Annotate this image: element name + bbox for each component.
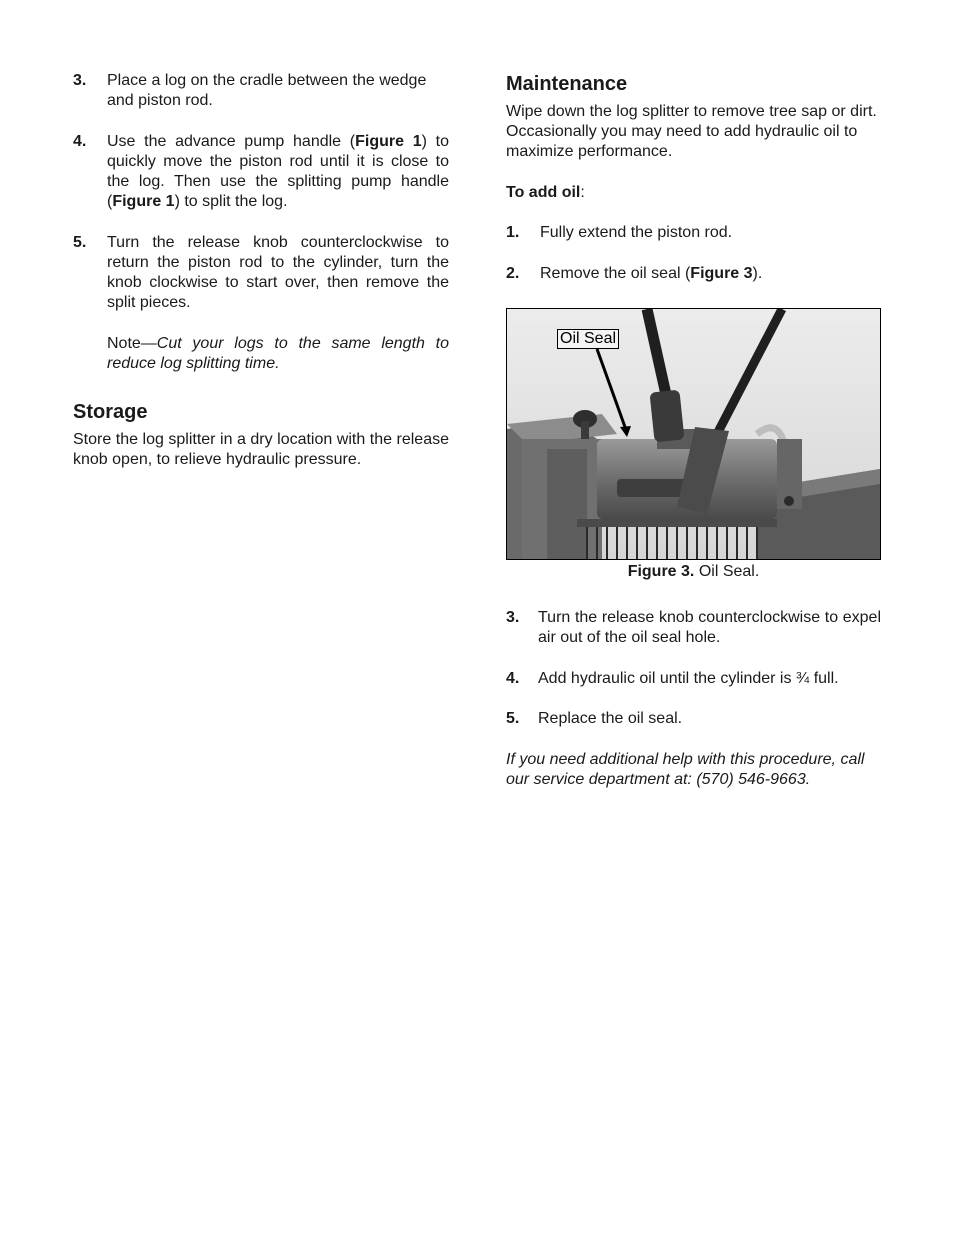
figure-3-photo (506, 308, 881, 560)
step-number: 5. (506, 710, 520, 727)
step-1-right (506, 223, 881, 243)
to-add-oil-label (506, 183, 881, 203)
step-text-part: ) to quickly move the piston rod until it is close to the log. Then use the splitting pump handle ( (107, 133, 450, 210)
note-text: Cut your logs to the same length to reduce log splitting time. (107, 335, 449, 372)
step-3-right (506, 608, 881, 648)
storage-heading: Storage (73, 401, 148, 423)
step-4-right (506, 669, 881, 689)
step-text: Fully extend the piston rod. (540, 224, 733, 241)
step-3-left (73, 71, 449, 111)
step-number: 5. (73, 234, 87, 251)
help-text: If you need additional help with this procedure, call our service department at: (570) 546-9663. (506, 751, 865, 788)
step-text: Turn the release knob counterclockwise to expel air out of the oil seal hole. (538, 609, 881, 646)
figure-reference: Figure 1 (112, 193, 175, 210)
step-text-part: Use the advance pump handle ( (107, 133, 356, 150)
step-number: 3. (73, 72, 87, 89)
step-text (107, 132, 449, 212)
step-text-part: ). (752, 265, 763, 282)
figure-reference: Figure 1 (355, 133, 422, 150)
maintenance-heading: Maintenance (506, 73, 628, 95)
step-number: 3. (506, 609, 520, 626)
step-text: Add hydraulic oil until the cylinder is ¾ full. (538, 670, 839, 687)
figure-3-caption (506, 562, 881, 582)
step-text-part: ) to split the log. (174, 193, 288, 210)
step-text: Replace the oil seal. (538, 710, 683, 727)
step-5-left (73, 233, 449, 313)
oil-seal-callout: Oil Seal (557, 329, 619, 349)
step-text: Turn the release knob counterclockwise to return the piston rod to the cylinder, turn the knob clockwise to start over, then remove the split pieces. (107, 234, 449, 311)
caption-text: Oil Seal. (694, 563, 760, 580)
step-number: 4. (73, 133, 87, 150)
note-label: Note— (107, 335, 157, 352)
step-text (540, 264, 881, 284)
step-number: 1. (506, 224, 520, 241)
step-2-right (506, 264, 881, 284)
step-number: 4. (506, 670, 520, 687)
to-add-oil-bold: To add oil (506, 184, 581, 201)
to-add-oil-colon: : (580, 184, 585, 201)
step-4-left (73, 132, 449, 212)
maintenance-text: Wipe down the log splitter to remove tree sap or dirt. Occasionally you may need to add hydraulic oil to maximize performance. (506, 103, 877, 160)
step-text-part: Remove the oil seal ( (540, 265, 691, 282)
step-text: Place a log on the cradle between the wedge and piston rod. (107, 72, 427, 109)
step-number: 2. (506, 265, 520, 282)
caption-label: Figure 3. (627, 563, 695, 580)
storage-text: Store the log splitter in a dry location with the release knob open, to relieve hydraulic pressure. (73, 431, 449, 468)
step-5-right (506, 709, 881, 729)
note (107, 334, 449, 374)
figure-reference: Figure 3 (690, 265, 753, 282)
